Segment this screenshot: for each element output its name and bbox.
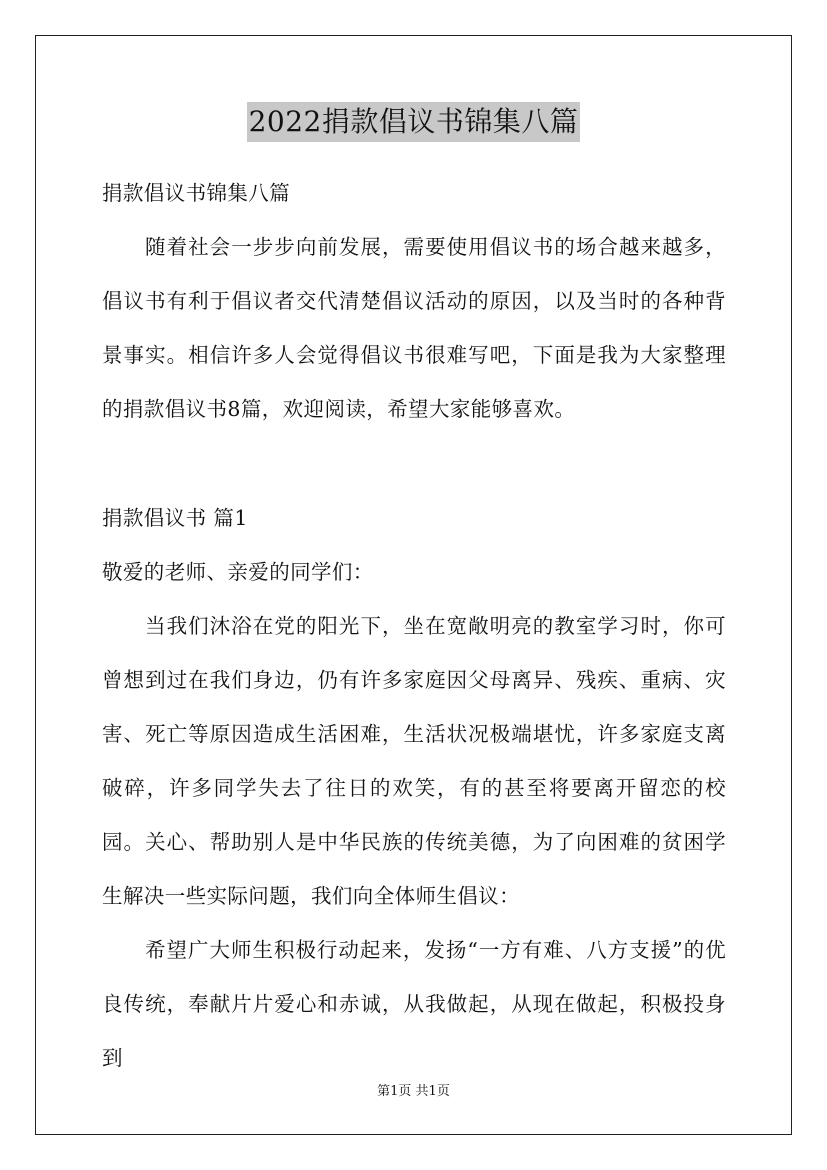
section-heading: 捐款倡议书 篇1 [102,506,248,530]
document-title: 2022捐款倡议书锦集八篇 [247,102,581,142]
body-paragraph: 希望广大师生积极行动起来，发扬“一方有难、八方支援”的优良传统，奉献片片爱心和赤诚，从我做起，从现在做起，积极投身到 [102,938,726,1070]
page-footer: 第1页 共1页 [377,1084,450,1099]
document-subtitle: 捐款倡议书锦集八篇 [102,181,291,205]
body-paragraph: 当我们沐浴在党的阳光下，坐在宽敞明亮的教室学习时，你可曾想到过在我们身边，仍有许多家庭因父母离异、残疾、重病、灾害、死亡等原因造成生活困难，生活状况极端堪忧，许多家庭支离破碎，许多同学失去了往日的欢笑，有的甚至将要离开留恋的校园。关心、帮助别人是中华民族的传统美德，为了向困难的贫困学生解决一些实际问题，我们向全体师生倡议： [102,614,726,908]
intro-paragraph: 随着社会一步步向前发展，需要使用倡议书的场合越来越多，倡议书有利于倡议者交代清楚倡议活动的原因，以及当时的各种背景事实。相信许多人会觉得倡议书很难写吧，下面是我为大家整理的捐款倡议书8篇，欢迎阅读，希望大家能够喜欢。 [102,235,726,421]
title-container [0,102,827,142]
salutation: 敬爱的老师、亲爱的同学们： [102,560,374,584]
